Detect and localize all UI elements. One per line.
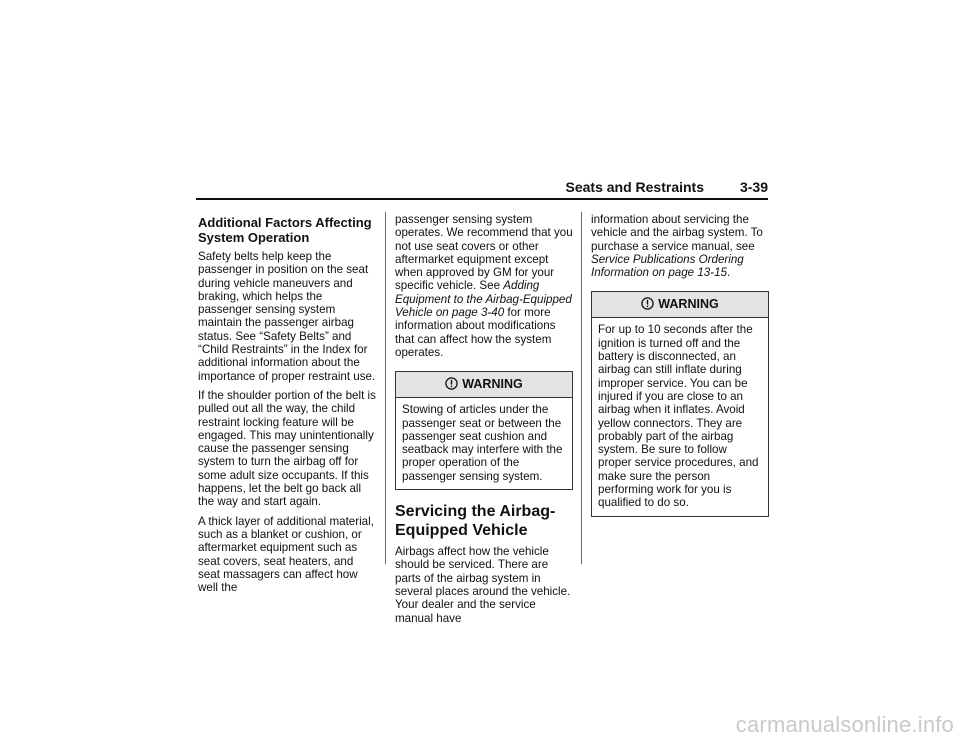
column-divider	[385, 212, 386, 564]
paragraph: passenger sensing system operates. We recommend that you not use seat covers or other aftermarket equipment except when approved by GM for your specific vehicle. See Adding Equipment to the Airbag-Equipped Vehicle on page 3-40 for more information about modifications that can affect how the system operates.	[395, 213, 573, 359]
warning-label: WARNING	[462, 377, 523, 392]
section-heading: Servicing the Airbag-Equipped Vehicle	[395, 503, 556, 540]
watermark: carmanualsonline.info	[735, 712, 954, 737]
paragraph: Airbags affect how the vehicle should be serviced. There are parts of the airbag system in several places around the vehicle. Your dealer and the service manual have	[395, 545, 571, 625]
warning-header	[396, 372, 572, 398]
cross-reference-link[interactable]: Adding Equipment to the Airbag-Equipped Vehicle on page 3-40	[395, 279, 572, 320]
warning-header	[592, 292, 768, 318]
column-3	[591, 213, 769, 527]
column-divider	[581, 212, 582, 564]
column-1	[198, 213, 376, 600]
paragraph: A thick layer of additional material, such as a blanket or cushion, or aftermarket equipment such as seat covers, seat heaters, and seat massagers can affect how well the	[198, 514, 374, 595]
page-header	[196, 178, 768, 200]
cross-reference-link[interactable]: Service Publications Ordering Information on page 13-15	[591, 252, 744, 280]
section-title: Seats and Restraints	[565, 179, 704, 195]
warning-box	[591, 291, 769, 516]
paragraph: If the shoulder portion of the belt is pulled out all the way, the child restraint locking feature will be engaged. This may unintentionally cause the passenger sensing system to turn the airbag off for some adult size occupants. If this happens, let the belt go back all the way and start again.	[198, 388, 376, 509]
column-2	[395, 213, 573, 631]
paragraph: Safety belts help keep the passenger in position on the seat during vehicle maneuvers and braking, which helps the passenger sensing system maintain the passenger airbag status. See “Safety Belts” and “Child Restraints” in the Index for additional information about the importance of proper restraint use.	[198, 250, 376, 383]
page-number: 3-39	[739, 179, 768, 195]
warning-label: WARNING	[658, 297, 719, 312]
warning-box	[395, 371, 573, 490]
warning-icon	[445, 377, 458, 390]
subsection-heading: Additional Factors Affecting System Operation	[198, 215, 372, 245]
warning-text: For up to 10 seconds after the ignition is turned off and the battery is disconnected, an airbag can still inflate during improper service. You can be injured if you are close to an airbag when it inflates. Avoid yellow connectors. They are probably part of the airbag system. Be sure to follow proper service procedures, and make sure the person performing work for you is qualified to do so.	[598, 323, 759, 510]
warning-icon	[641, 297, 654, 310]
paragraph: information about servicing the vehicle and the airbag system. To purchase a service manual, see Service Publications Ordering Information on page 13-15.	[591, 213, 763, 280]
warning-text: Stowing of articles under the passenger seat or between the passenger seat cushion and seatback may interfere with the proper operation of the passenger sensing system.	[402, 403, 563, 483]
